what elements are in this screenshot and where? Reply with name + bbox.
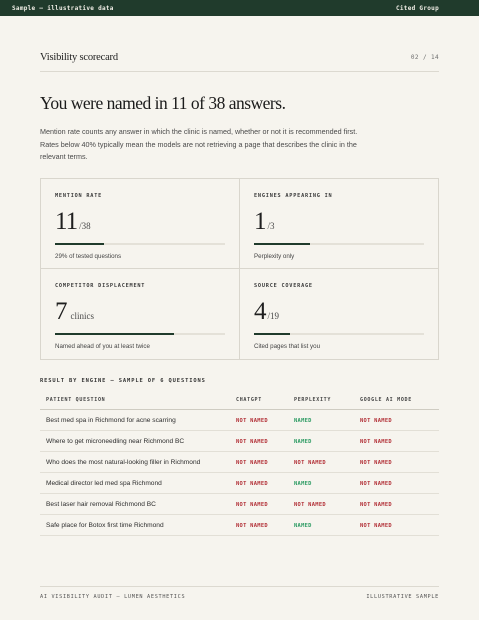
question-cell: Who does the most natural-looking filler in Richmond bbox=[40, 452, 230, 473]
google-status-cell bbox=[354, 473, 439, 494]
column-header-google: GOOGLE AI MODE bbox=[354, 393, 439, 410]
metrics-grid bbox=[40, 178, 439, 360]
metric-engines bbox=[240, 179, 438, 269]
metric-progress-track bbox=[55, 243, 225, 245]
chatgpt-status-cell bbox=[230, 452, 288, 473]
footer-sample-label: ILLUSTRATIVE SAMPLE bbox=[366, 594, 439, 600]
google-status: NOT NAMED bbox=[360, 417, 392, 424]
question-cell: Best laser hair removal Richmond BC bbox=[40, 494, 230, 515]
metric-mention-rate bbox=[41, 179, 240, 269]
section-title: Visibility scorecard bbox=[40, 52, 118, 63]
results-section-label: RESULT BY ENGINE — SAMPLE OF 6 QUESTIONS bbox=[40, 378, 206, 384]
metric-value bbox=[55, 209, 225, 235]
metric-value-main: 7 bbox=[55, 298, 67, 325]
chatgpt-status: NOT NAMED bbox=[236, 501, 268, 508]
perplexity-status: NOT NAMED bbox=[294, 459, 326, 466]
column-header-question: PATIENT QUESTION bbox=[40, 393, 230, 410]
metric-value-suffix: /3 bbox=[267, 221, 275, 231]
metric-label: MENTION RATE bbox=[55, 193, 103, 199]
perplexity-status: NAMED bbox=[294, 417, 312, 424]
google-status-cell bbox=[354, 431, 439, 452]
perplexity-status: NOT NAMED bbox=[294, 501, 326, 508]
metric-value-main: 11 bbox=[55, 208, 78, 235]
metric-caption: Named ahead of you at least twice bbox=[55, 343, 150, 350]
metric-caption: Cited pages that list you bbox=[254, 343, 321, 350]
perplexity-status-cell bbox=[288, 494, 354, 515]
table-row bbox=[40, 410, 439, 431]
column-header-perplexity: PERPLEXITY bbox=[288, 393, 354, 410]
question-cell: Safe place for Botox first time Richmond bbox=[40, 515, 230, 536]
metric-competitor-displacement bbox=[41, 269, 240, 359]
chatgpt-status-cell bbox=[230, 473, 288, 494]
metric-value-main: 4 bbox=[254, 298, 266, 325]
metric-value bbox=[254, 299, 424, 325]
chatgpt-status: NOT NAMED bbox=[236, 480, 268, 487]
perplexity-status: NAMED bbox=[294, 438, 312, 445]
metric-label: COMPETITOR DISPLACEMENT bbox=[55, 283, 146, 289]
google-status: NOT NAMED bbox=[360, 480, 392, 487]
results-table bbox=[40, 393, 439, 536]
metric-progress-fill bbox=[55, 333, 174, 335]
perplexity-status-cell bbox=[288, 452, 354, 473]
chatgpt-status: NOT NAMED bbox=[236, 417, 268, 424]
question-cell: Best med spa in Richmond for acne scarring bbox=[40, 410, 230, 431]
metric-caption: 29% of tested questions bbox=[55, 253, 122, 260]
results-header-row bbox=[40, 393, 439, 410]
page-headline: You were named in 11 of 38 answers. bbox=[40, 93, 286, 113]
chatgpt-status-cell bbox=[230, 431, 288, 452]
table-row bbox=[40, 494, 439, 515]
banner-brand-label: Cited Group bbox=[395, 4, 439, 12]
footer-report-title: AI VISIBILITY AUDIT — LUMEN AESTHETICS bbox=[40, 594, 186, 600]
table-row bbox=[40, 431, 439, 452]
metric-progress-track bbox=[254, 243, 424, 245]
metric-value bbox=[55, 299, 225, 325]
metric-value-suffix: /38 bbox=[79, 221, 91, 231]
perplexity-status: NAMED bbox=[294, 522, 312, 529]
perplexity-status-cell bbox=[288, 515, 354, 536]
top-banner bbox=[0, 0, 479, 16]
metric-label: SOURCE COVERAGE bbox=[254, 283, 313, 289]
perplexity-status: NAMED bbox=[294, 480, 312, 487]
metric-caption: Perplexity only bbox=[254, 253, 295, 260]
metric-value bbox=[254, 209, 424, 235]
table-row bbox=[40, 452, 439, 473]
page-number: 02 / 14 bbox=[410, 54, 439, 61]
metric-source-coverage bbox=[240, 269, 438, 359]
banner-sample-label: Sample — illustrative data bbox=[12, 4, 114, 12]
page-header bbox=[40, 52, 439, 72]
metric-label: ENGINES APPEARING IN bbox=[254, 193, 333, 199]
results-body bbox=[40, 410, 439, 536]
google-status: NOT NAMED bbox=[360, 438, 392, 445]
google-status: NOT NAMED bbox=[360, 459, 392, 466]
chatgpt-status-cell bbox=[230, 515, 288, 536]
metric-value-suffix: clinics bbox=[70, 311, 94, 321]
google-status-cell bbox=[354, 515, 439, 536]
chatgpt-status: NOT NAMED bbox=[236, 522, 268, 529]
question-cell: Medical director led med spa Richmond bbox=[40, 473, 230, 494]
metric-progress-fill bbox=[254, 243, 310, 245]
metric-progress-fill bbox=[254, 333, 290, 335]
google-status-cell bbox=[354, 410, 439, 431]
metric-progress-track bbox=[55, 333, 225, 335]
metric-value-main: 1 bbox=[254, 208, 266, 235]
intro-paragraph: Mention rate counts any answer in which the clinic is named, whether or not it is recommended first. Rates below 40% typically mean the models are not retrieving a page that describes the clinic in the relevant terms. bbox=[40, 127, 358, 161]
question-cell: Where to get microneedling near Richmond BC bbox=[40, 431, 230, 452]
chatgpt-status: NOT NAMED bbox=[236, 438, 268, 445]
google-status-cell bbox=[354, 452, 439, 473]
perplexity-status-cell bbox=[288, 473, 354, 494]
table-row bbox=[40, 515, 439, 536]
chatgpt-status-cell bbox=[230, 494, 288, 515]
google-status: NOT NAMED bbox=[360, 522, 392, 529]
perplexity-status-cell bbox=[288, 410, 354, 431]
metric-progress-fill bbox=[55, 243, 104, 245]
metric-progress-track bbox=[254, 333, 424, 335]
google-status-cell bbox=[354, 494, 439, 515]
column-header-chatgpt: CHATGPT bbox=[230, 393, 288, 410]
table-row bbox=[40, 473, 439, 494]
page-footer bbox=[40, 586, 439, 600]
perplexity-status-cell bbox=[288, 431, 354, 452]
chatgpt-status: NOT NAMED bbox=[236, 459, 268, 466]
google-status: NOT NAMED bbox=[360, 501, 392, 508]
metric-value-suffix: /19 bbox=[267, 311, 280, 321]
chatgpt-status-cell bbox=[230, 410, 288, 431]
